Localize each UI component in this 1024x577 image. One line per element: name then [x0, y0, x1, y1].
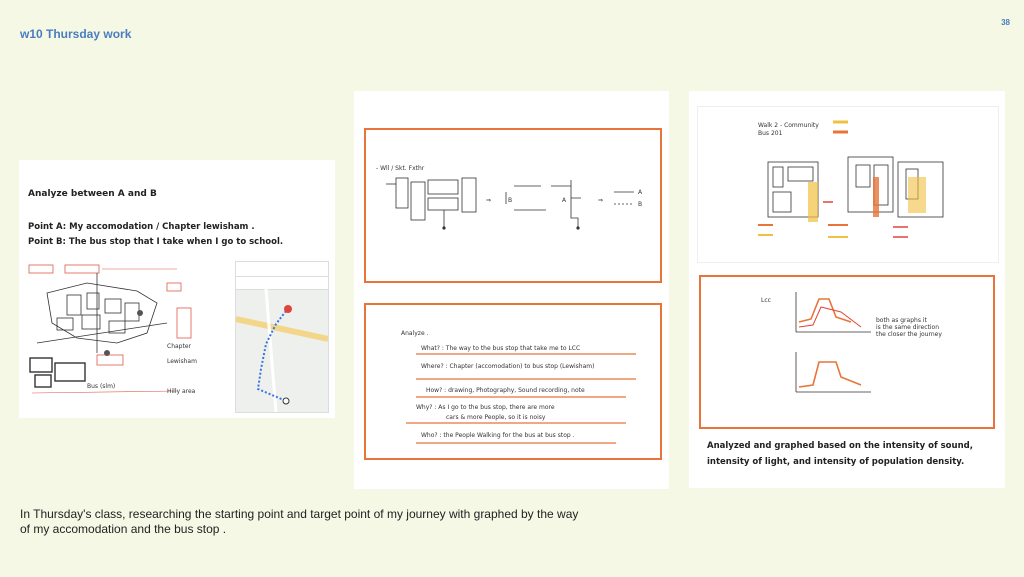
page-number: 38: [1001, 18, 1010, 27]
svg-text:Why? : As I go to the bus stop: Why? : As I go to the bus stop, there are more: [416, 404, 555, 411]
svg-text:What? : The way to the bus st: What? : The way to the bus stop that take me to LCC: [421, 345, 581, 352]
middle-card: [354, 91, 669, 489]
page-caption: [20, 507, 578, 537]
svg-text:B: B: [638, 201, 643, 208]
svg-text:- Wll / Skt. Fxthr: - Wll / Skt. Fxthr: [376, 165, 425, 172]
svg-text:Analyze .: Analyze .: [401, 330, 429, 337]
analysis-heading: Analyze between A and B: [28, 189, 157, 199]
map-search-bar: [236, 262, 328, 277]
a-to-b-diagram-drawing: [366, 130, 660, 281]
svg-text:A: A: [638, 189, 643, 196]
point-a-text: Point A: My accomodation / Chapter lewisham .: [28, 222, 255, 232]
sketch-map-drawing: [27, 263, 232, 413]
svg-text:Where? : Chapter (accomodation: Where? : Chapter (accomodation) to bus stop (Lewisham): [421, 363, 595, 370]
intensity-map-sketch: [697, 106, 999, 263]
svg-text:B: B: [508, 197, 513, 204]
diagram-box: [364, 128, 662, 283]
caption-line-2: of my accomodation and the bus stop .: [20, 522, 227, 536]
svg-text:Chapter: Chapter: [167, 343, 191, 350]
svg-text:Lcc: Lcc: [761, 297, 771, 304]
svg-text:is the same direction: is the same direction: [876, 324, 939, 331]
svg-text:Who? : the People Walking for: Who? : the People Walking for the bus at bus stop .: [421, 432, 575, 439]
questions-notes-drawing: [366, 305, 660, 458]
svg-text:Bus (slm): Bus (slm): [87, 383, 116, 390]
svg-text:the closer the journey: the closer the journey: [876, 331, 942, 338]
svg-text:Bus 201: Bus 201: [758, 130, 783, 137]
caption-line-1: In Thursday's class, researching the starting point and target point of my journey with graphed by the way: [20, 507, 579, 521]
graph-caption-line2: intensity of light, and intensity of population density.: [707, 457, 965, 467]
point-b-text: Point B: The bus stop that I take when I go to school.: [28, 237, 284, 247]
svg-text:cars & more People, so it is n: cars & more People, so it is noisy: [446, 414, 546, 421]
svg-text:⇒: ⇒: [486, 197, 492, 204]
svg-text:How? : drawing, Photography, S: How? : drawing, Photography, Sound recording, note: [426, 387, 585, 394]
intensity-graph-drawing: [701, 277, 993, 427]
intensity-map-drawing: [698, 107, 998, 262]
svg-text:Hilly area: Hilly area: [167, 388, 196, 395]
svg-text:A: A: [562, 197, 567, 204]
svg-text:both as graphs it: both as graphs it: [876, 317, 927, 324]
questions-box: [364, 303, 662, 460]
svg-text:⇒: ⇒: [598, 197, 604, 204]
route-map-screenshot: [235, 261, 329, 413]
left-card: [19, 160, 335, 418]
page-title: w10 Thursday work: [20, 27, 132, 41]
svg-text:Lewisham: Lewisham: [167, 358, 197, 365]
intensity-graph-box: [699, 275, 995, 429]
right-card: [689, 91, 1005, 488]
svg-text:Walk 2 - Community: Walk 2 - Community: [758, 122, 819, 129]
map-route-drawing: [236, 289, 328, 412]
graph-caption-line1: Analyzed and graphed based on the intensity of sound,: [707, 441, 973, 451]
